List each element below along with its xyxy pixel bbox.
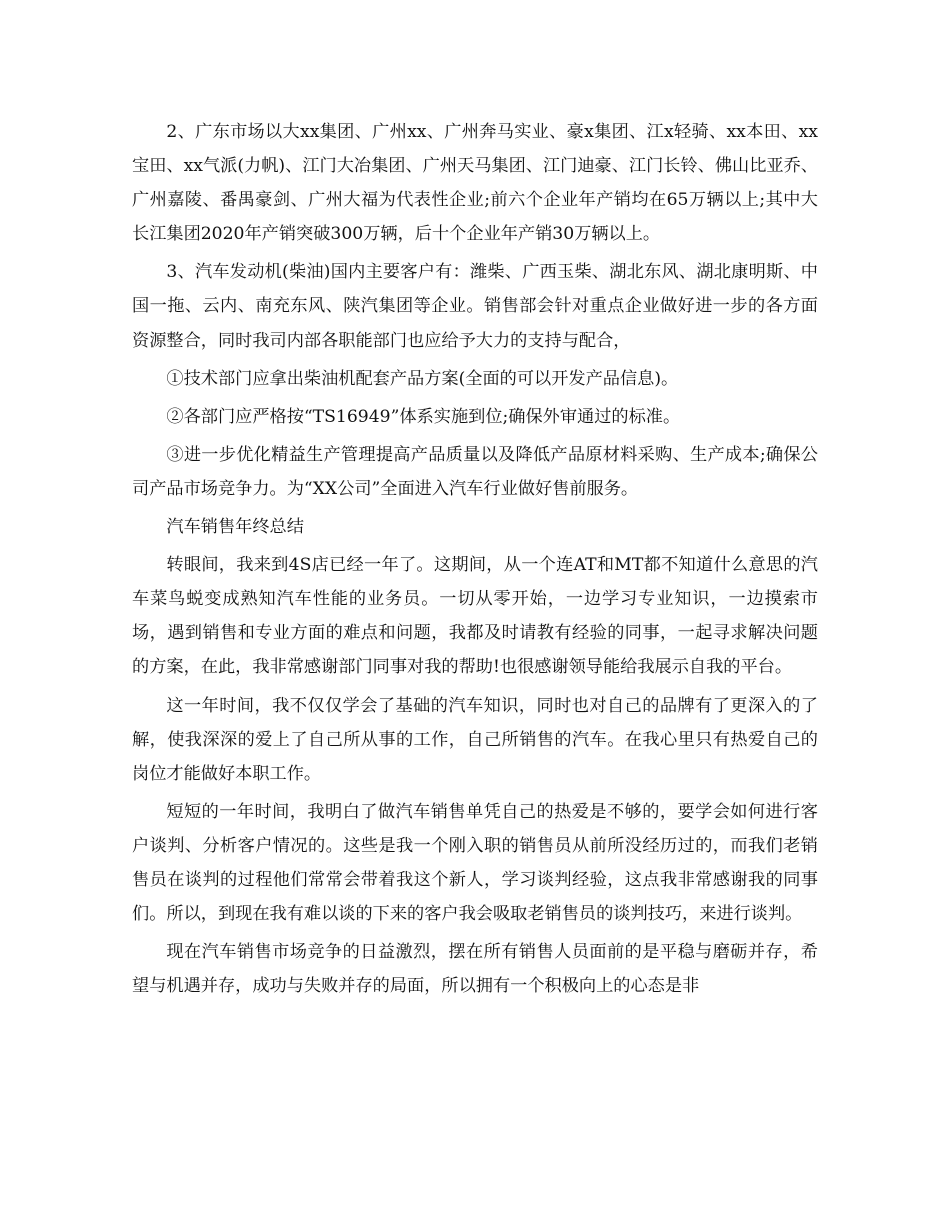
paragraph-guangdong-market: 2、广东市场以大xx集团、广州xx、广州奔马实业、豪x集团、江x轻骑、xx本田、xx宝田、xx气派(力帆)、江门大冶集团、广州天马集团、江门迪豪、江门长铃、佛山比亚乔、广州嘉陵、番禺豪剑、广州大福为代表性企业;前六个企业年产销均在65万辆以上;其中大长江集团2020年产销突破300万辆，后十个企业年产销30万辆以上。 — [132, 122, 818, 245]
paragraph-item-2: ②各部门应严格按“TS16949”体系实施到位;确保外审通过的标准。 — [166, 406, 681, 427]
paragraph-first-year: 转眼间，我来到4S店已经一年了。这期间，从一个连AT和MT都不知道什么意思的汽车菜鸟蜕变成熟知汽车性能的业务员。一切从零开始，一边学习专业知识，一边摸索市场，遇到销售和专业方面的难点和问题，我都及时请教有经验的同事，一起寻求解决问题的方案，在此，我非常感谢部门同事对我的帮助!也很感谢领导能给我展示自我的平台。 — [132, 555, 818, 678]
paragraph-negotiation: 短短的一年时间，我明白了做汽车销售单凭自己的热爱是不够的，要学会如何进行客户谈判、分析客户情况的。这些是我一个刚入职的销售员从前所没经历过的，而我们老销售员在谈判的过程他们常常会带着我这个新人，学习谈判经验，这点我非常感谢我的同事们。所以，到现在我有难以谈的下来的客户我会吸取老销售员的谈判技巧，来进行谈判。 — [132, 801, 818, 925]
paragraph-item-3: ③进一步优化精益生产管理提高产品质量以及降低产品原材料采购、生产成本;确保公司产品市场竞争力。为“XX公司”全面进入汽车行业做好售前服务。 — [132, 444, 818, 499]
section-heading: 汽车销售年终总结 — [166, 517, 304, 538]
paragraph-item-1: ①技术部门应拿出柴油机配套产品方案(全面的可以开发产品信息)。 — [166, 368, 679, 389]
paragraph-knowledge: 这一年时间，我不仅仅学会了基础的汽车知识，同时也对自己的品牌有了更深入的了解，使我深深的爱上了自己所从事的工作，自己所销售的汽车。在我心里只有热爱自己的岗位才能做好本职工作。 — [132, 695, 818, 784]
paragraph-diesel-engine-customers: 3、汽车发动机(柴油)国内主要客户有：潍柴、广西玉柴、湖北东风、湖北康明斯、中国一拖、云内、南充东风、陕汽集团等企业。销售部会针对重点企业做好进一步的各方面资源整合，同时我司内部各职能部门也应给予大力的支持与配合， — [132, 262, 818, 351]
paragraph-competition: 现在汽车销售市场竞争的日益激烈，摆在所有销售人员面前的是平稳与磨砺并存，希望与机遇并存，成功与失败并存的局面，所以拥有一个积极向上的心态是非 — [132, 942, 818, 997]
